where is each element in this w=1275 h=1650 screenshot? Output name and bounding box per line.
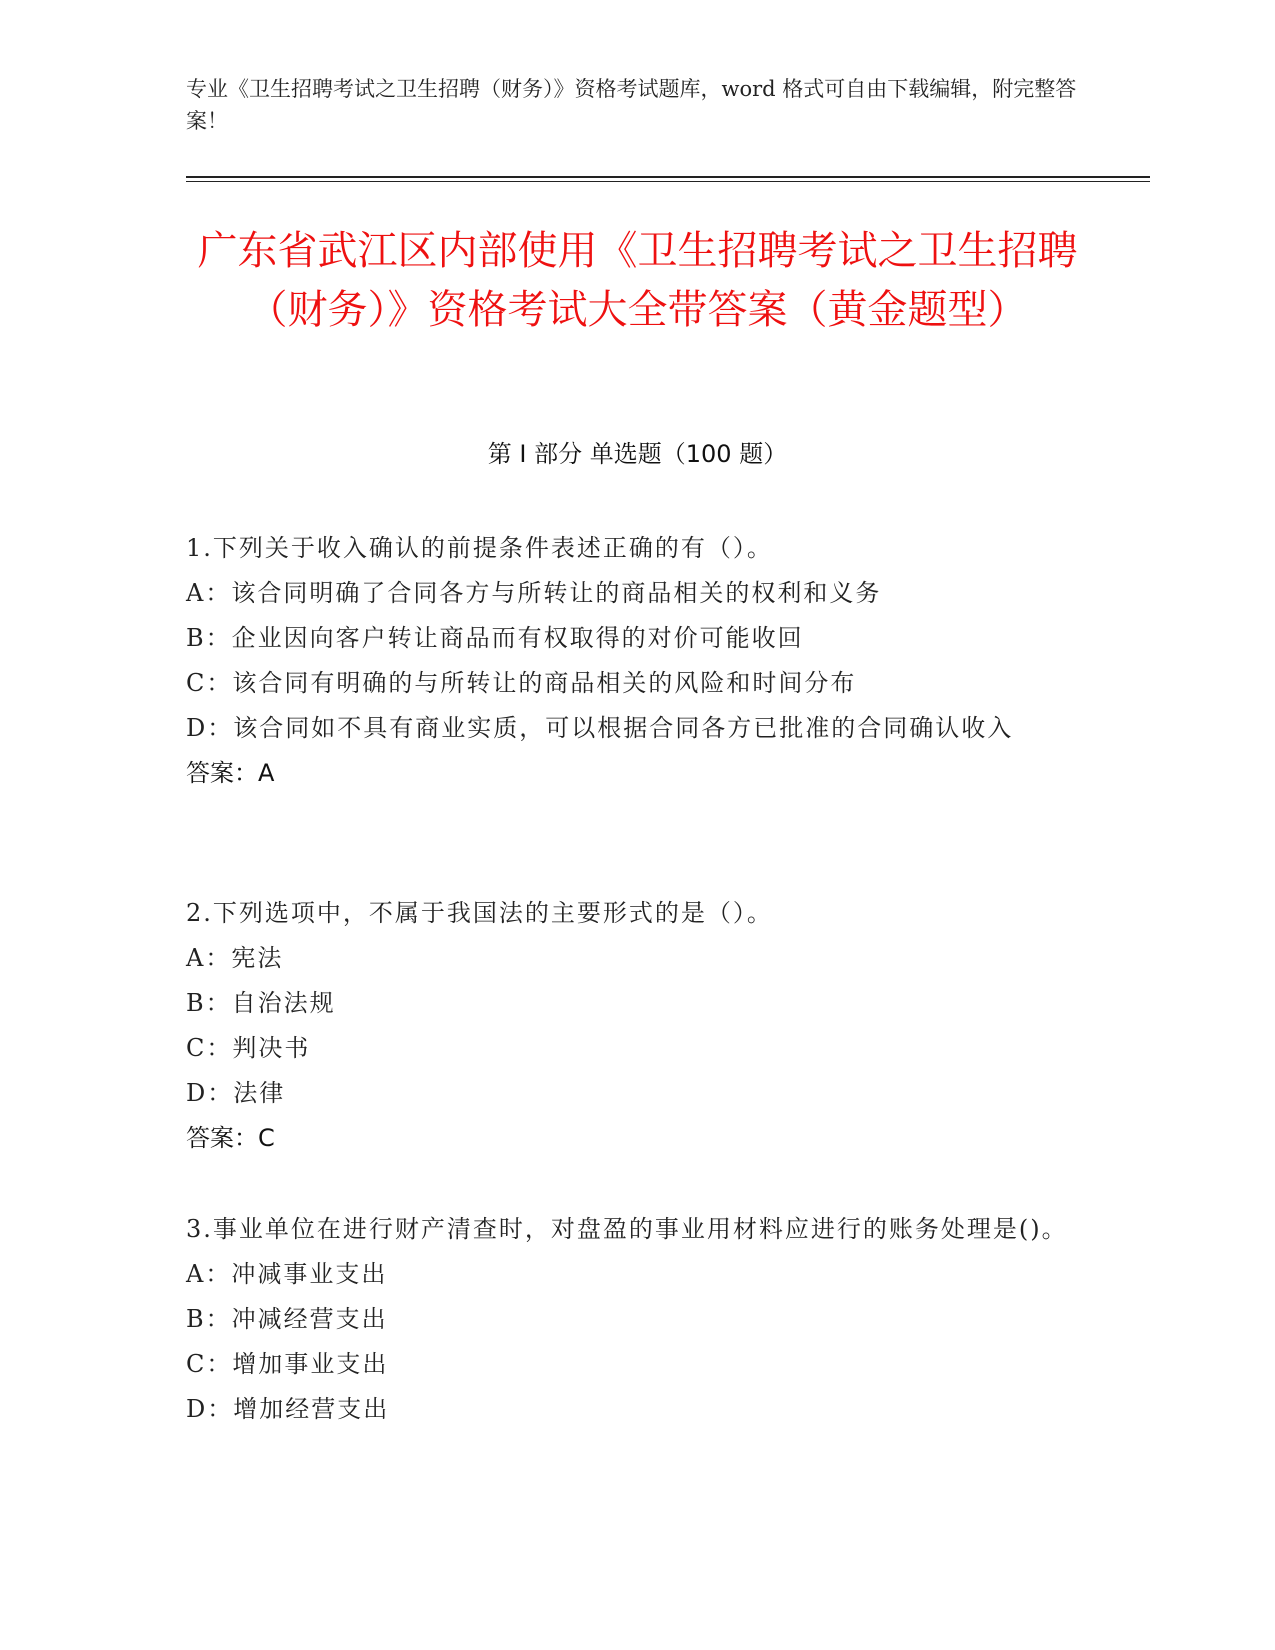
option-c: C：该合同有明确的与所转让的商品相关的风险和时间分布	[186, 669, 857, 697]
option-c: C：增加事业支出	[186, 1350, 389, 1378]
option-b: B：企业因向客户转让商品而有权取得的对价可能收回	[186, 624, 804, 652]
option-b: B：冲减经营支出	[186, 1305, 388, 1333]
option-a: A：宪法	[186, 944, 284, 972]
document-title: 广东省武江区内部使用《卫生招聘考试之卫生招聘（财务）》资格考试大全带答案（黄金题型）	[197, 228, 1078, 333]
question-stem: 3.事业单位在进行财产清查时，对盘盈的事业用材料应进行的账务处理是()。	[186, 1215, 1068, 1243]
header-note: 专业《卫生招聘考试之卫生招聘（财务）》资格考试题库，word 格式可自由下载编辑，附完整答案！	[186, 77, 1077, 133]
option-d: D：该合同如不具有商业实质，可以根据合同各方已批准的合同确认收入	[186, 714, 1014, 742]
answer-key: 答案：A	[186, 759, 275, 787]
question-stem: 1.下列关于收入确认的前提条件表述正确的有（）。	[186, 534, 773, 562]
answer-key: 答案：C	[186, 1124, 275, 1152]
option-a: A：该合同明确了合同各方与所转让的商品相关的权利和义务	[186, 579, 882, 607]
question-stem: 2.下列选项中，不属于我国法的主要形式的是（）。	[186, 899, 773, 927]
section-heading: 第 I 部分 单选题（100 题）	[487, 440, 788, 468]
option-b: B：自治法规	[186, 989, 336, 1017]
header-divider-thin	[186, 181, 1150, 182]
question-3	[186, 1207, 1086, 1432]
option-a: A：冲减事业支出	[186, 1260, 388, 1288]
option-d: D：法律	[186, 1079, 286, 1107]
question-1	[186, 526, 1086, 796]
header-divider-thick	[186, 176, 1150, 178]
option-c: C：判决书	[186, 1034, 311, 1062]
option-d: D：增加经营支出	[186, 1395, 390, 1423]
question-2	[186, 891, 1086, 1161]
